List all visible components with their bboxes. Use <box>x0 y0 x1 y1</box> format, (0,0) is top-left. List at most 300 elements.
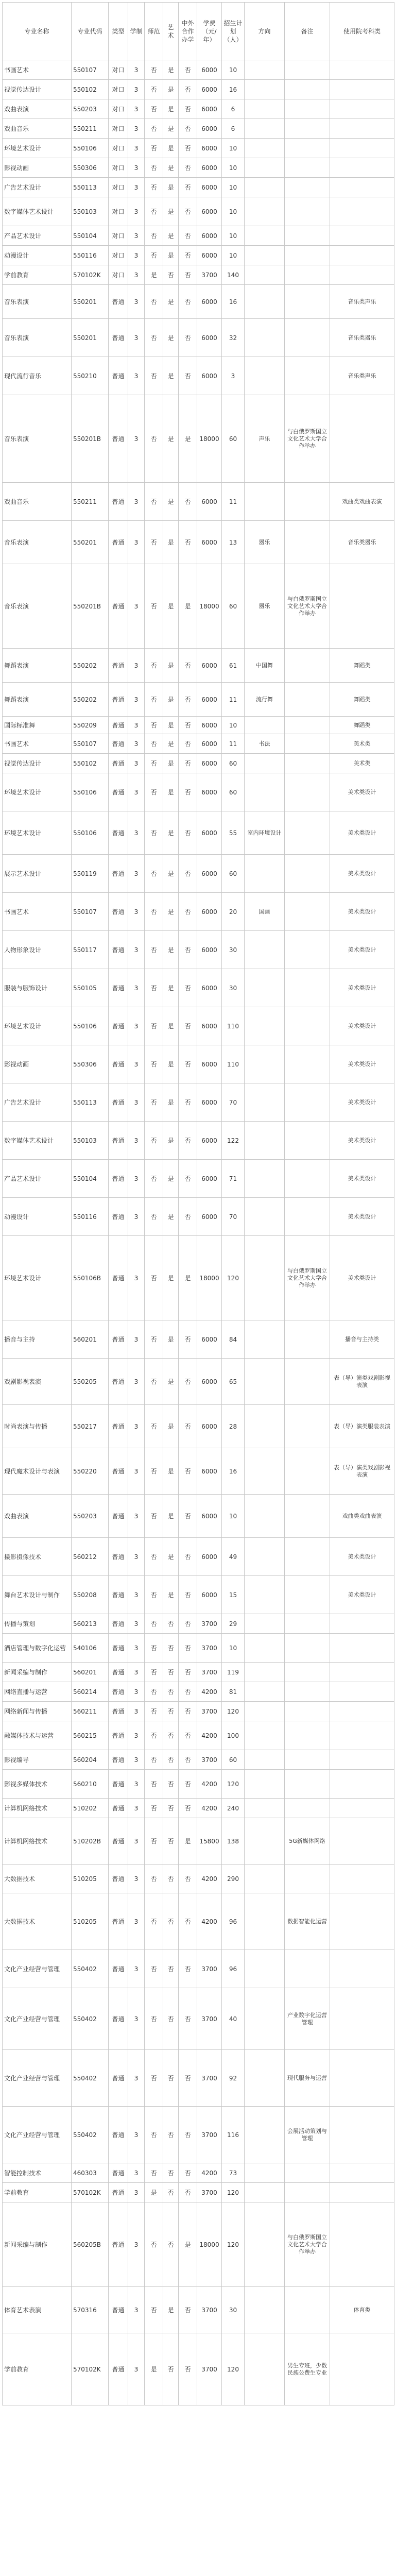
cell-years: 3 <box>128 931 145 969</box>
cell-years: 3 <box>128 2333 145 2405</box>
cell-normal: 否 <box>145 285 163 319</box>
cell-art: 是 <box>163 246 179 265</box>
cell-coop: 否 <box>179 60 197 80</box>
cell-book <box>330 139 394 158</box>
cell-coop: 否 <box>179 521 197 564</box>
cell-book <box>330 1818 394 1865</box>
cell-fee: 3700 <box>197 1988 222 2050</box>
cell-art: 否 <box>163 2333 179 2405</box>
cell-normal: 否 <box>145 1950 163 1988</box>
cell-years: 3 <box>128 1198 145 1236</box>
cell-normal: 否 <box>145 99 163 119</box>
cell-normal: 否 <box>145 226 163 246</box>
cell-remark <box>285 1045 330 1083</box>
cell-type: 普通 <box>109 1083 128 1122</box>
cell-fee: 3700 <box>197 2183 222 2202</box>
cell-fee: 6000 <box>197 1198 222 1236</box>
cell-art: 否 <box>163 2163 179 2183</box>
cell-code: 550201B <box>72 564 109 649</box>
cell-code: 550106 <box>72 811 109 855</box>
cell-code: 550102 <box>72 80 109 99</box>
cell-normal: 否 <box>145 1359 163 1405</box>
table-row <box>3 265 394 285</box>
cell-plan: 10 <box>222 178 245 197</box>
cell-code: 560201 <box>72 1663 109 1682</box>
cell-normal: 否 <box>145 1495 163 1538</box>
cell-type: 普通 <box>109 811 128 855</box>
cell-remark <box>285 1007 330 1045</box>
cell-normal: 否 <box>145 60 163 80</box>
cell-book: 表（导）演类戏剧影视表演 <box>330 1448 394 1495</box>
cell-normal: 否 <box>145 1198 163 1236</box>
cell-coop: 否 <box>179 754 197 773</box>
cell-normal: 否 <box>145 1634 163 1663</box>
cell-type: 普通 <box>109 357 128 395</box>
cell-normal: 否 <box>145 357 163 395</box>
cell-type: 普通 <box>109 1045 128 1083</box>
table-row <box>3 1614 394 1634</box>
cell-normal: 否 <box>145 1122 163 1160</box>
cell-fee: 6000 <box>197 1359 222 1405</box>
cell-fee: 6000 <box>197 285 222 319</box>
table-row <box>3 1988 394 2050</box>
cell-art: 是 <box>163 1359 179 1405</box>
header-row <box>3 3 394 60</box>
cell-type: 普通 <box>109 1198 128 1236</box>
table-row <box>3 1950 394 1988</box>
cell-plan: 11 <box>222 483 245 521</box>
cell-art: 是 <box>163 754 179 773</box>
cell-fee: 3700 <box>197 2107 222 2163</box>
cell-name: 学前教育 <box>3 2183 72 2202</box>
cell-name: 文化产业经营与管理 <box>3 1988 72 2050</box>
cell-direction <box>245 2050 285 2107</box>
cell-remark <box>285 1799 330 1818</box>
cell-coop: 否 <box>179 357 197 395</box>
cell-years: 3 <box>128 139 145 158</box>
cell-code: 550106 <box>72 139 109 158</box>
cell-fee: 3700 <box>197 1634 222 1663</box>
cell-book <box>330 1634 394 1663</box>
cell-direction <box>245 1160 285 1198</box>
cell-name: 舞蹈表演 <box>3 683 72 717</box>
cell-remark <box>285 855 330 893</box>
cell-normal: 否 <box>145 1405 163 1448</box>
cell-code: 510205 <box>72 1865 109 1893</box>
cell-normal: 否 <box>145 1538 163 1576</box>
cell-remark <box>285 811 330 855</box>
cell-coop: 否 <box>179 1007 197 1045</box>
header-name: 专业名称 <box>3 3 72 60</box>
cell-normal: 否 <box>145 1083 163 1122</box>
table-row <box>3 99 394 119</box>
cell-fee: 3700 <box>197 1702 222 1721</box>
cell-plan: 110 <box>222 1045 245 1083</box>
header-direction: 方向 <box>245 3 285 60</box>
cell-plan: 92 <box>222 2050 245 2107</box>
cell-coop: 否 <box>179 226 197 246</box>
cell-coop: 否 <box>179 2050 197 2107</box>
table-row <box>3 119 394 139</box>
cell-code: 550119 <box>72 855 109 893</box>
cell-direction <box>245 1893 285 1950</box>
cell-art: 否 <box>163 1634 179 1663</box>
table-row <box>3 1750 394 1770</box>
cell-fee: 6000 <box>197 246 222 265</box>
cell-type: 普通 <box>109 1893 128 1950</box>
cell-type: 普通 <box>109 1663 128 1682</box>
cell-book: 美术类设计 <box>330 773 394 811</box>
cell-plan: 49 <box>222 1538 245 1576</box>
cell-direction <box>245 226 285 246</box>
cell-fee: 6000 <box>197 1576 222 1614</box>
cell-coop: 否 <box>179 931 197 969</box>
cell-name: 现代魔术设计与表演 <box>3 1448 72 1495</box>
table-row <box>3 158 394 178</box>
cell-direction <box>245 1634 285 1663</box>
cell-book: 美术类设计 <box>330 811 394 855</box>
cell-code: 550402 <box>72 2107 109 2163</box>
table-row <box>3 564 394 649</box>
cell-name: 人物形象设计 <box>3 931 72 969</box>
cell-plan: 10 <box>222 197 245 226</box>
cell-type: 普通 <box>109 1405 128 1448</box>
cell-remark <box>285 60 330 80</box>
table-row <box>3 60 394 80</box>
cell-fee: 6000 <box>197 931 222 969</box>
cell-fee: 18000 <box>197 1236 222 1320</box>
cell-direction: 中国舞 <box>245 649 285 683</box>
cell-coop: 否 <box>179 2163 197 2183</box>
cell-fee: 15800 <box>197 1818 222 1865</box>
cell-coop: 否 <box>179 119 197 139</box>
cell-direction <box>245 717 285 734</box>
cell-book <box>330 158 394 178</box>
cell-type: 普通 <box>109 2183 128 2202</box>
cell-fee: 3700 <box>197 2050 222 2107</box>
cell-direction: 室内环境设计 <box>245 811 285 855</box>
cell-name: 音乐表演 <box>3 521 72 564</box>
cell-years: 3 <box>128 319 145 357</box>
cell-plan: 138 <box>222 1818 245 1865</box>
cell-code: 550201B <box>72 395 109 483</box>
cell-normal: 否 <box>145 893 163 931</box>
cell-remark <box>285 1495 330 1538</box>
cell-plan: 55 <box>222 811 245 855</box>
cell-normal: 否 <box>145 119 163 139</box>
cell-coop: 否 <box>179 99 197 119</box>
cell-normal: 否 <box>145 178 163 197</box>
cell-code: 550306 <box>72 1045 109 1083</box>
cell-type: 对口 <box>109 80 128 99</box>
cell-book <box>330 1770 394 1799</box>
cell-remark: 与白俄罗斯国立文化艺术大学合作举办 <box>285 2202 330 2287</box>
cell-book <box>330 2202 394 2287</box>
cell-years: 3 <box>128 178 145 197</box>
header-remark: 备注 <box>285 3 330 60</box>
cell-coop: 否 <box>179 1663 197 1682</box>
cell-name: 计算机网络技术 <box>3 1799 72 1818</box>
cell-code: 460303 <box>72 2163 109 2183</box>
cell-fee: 6000 <box>197 357 222 395</box>
cell-plan: 3 <box>222 357 245 395</box>
cell-remark <box>285 2183 330 2202</box>
cell-direction <box>245 119 285 139</box>
table-row <box>3 2107 394 2163</box>
cell-years: 3 <box>128 649 145 683</box>
cell-type: 普通 <box>109 564 128 649</box>
cell-plan: 70 <box>222 1198 245 1236</box>
cell-name: 酒店管理与数字化运营 <box>3 1634 72 1663</box>
cell-normal: 否 <box>145 1160 163 1198</box>
cell-art: 是 <box>163 1122 179 1160</box>
cell-type: 对口 <box>109 60 128 80</box>
cell-type: 普通 <box>109 1320 128 1359</box>
cell-coop: 否 <box>179 1160 197 1198</box>
cell-years: 3 <box>128 285 145 319</box>
table-row <box>3 649 394 683</box>
cell-art: 是 <box>163 1198 179 1236</box>
cell-years: 3 <box>128 1359 145 1405</box>
cell-name: 学前教育 <box>3 2333 72 2405</box>
cell-fee: 6000 <box>197 226 222 246</box>
table-row <box>3 683 394 717</box>
cell-plan: 16 <box>222 80 245 99</box>
cell-years: 3 <box>128 893 145 931</box>
cell-remark <box>285 1122 330 1160</box>
cell-direction <box>245 246 285 265</box>
cell-type: 对口 <box>109 226 128 246</box>
cell-years: 3 <box>128 683 145 717</box>
cell-fee: 4200 <box>197 1770 222 1799</box>
cell-name: 视觉传达设计 <box>3 754 72 773</box>
cell-type: 对口 <box>109 139 128 158</box>
cell-remark <box>285 1576 330 1614</box>
table-row <box>3 773 394 811</box>
cell-coop: 否 <box>179 1750 197 1770</box>
cell-years: 3 <box>128 1045 145 1083</box>
cell-name: 环境艺术设计 <box>3 1236 72 1320</box>
cell-fee: 6000 <box>197 969 222 1007</box>
cell-code: 550220 <box>72 1448 109 1495</box>
cell-art: 是 <box>163 60 179 80</box>
cell-art: 否 <box>163 1682 179 1702</box>
cell-normal: 否 <box>145 1770 163 1799</box>
cell-type: 普通 <box>109 893 128 931</box>
cell-normal: 否 <box>145 649 163 683</box>
cell-normal: 否 <box>145 855 163 893</box>
cell-fee: 6000 <box>197 1405 222 1448</box>
cell-code: 550210 <box>72 357 109 395</box>
cell-art: 是 <box>163 893 179 931</box>
header-normal: 师范 <box>145 3 163 60</box>
cell-remark <box>285 1750 330 1770</box>
table-row <box>3 2050 394 2107</box>
cell-years: 3 <box>128 1770 145 1799</box>
header-fee: 学费（元/年） <box>197 3 222 60</box>
cell-normal: 否 <box>145 773 163 811</box>
cell-code: 550107 <box>72 893 109 931</box>
cell-direction <box>245 2333 285 2405</box>
cell-fee: 4200 <box>197 1682 222 1702</box>
cell-book: 美术类 <box>330 754 394 773</box>
cell-plan: 119 <box>222 1663 245 1682</box>
cell-name: 环境艺术设计 <box>3 139 72 158</box>
cell-fee: 3700 <box>197 2287 222 2333</box>
cell-coop: 否 <box>179 1950 197 1988</box>
cell-name: 展示艺术设计 <box>3 855 72 893</box>
cell-type: 普通 <box>109 2333 128 2405</box>
cell-direction: 国画 <box>245 893 285 931</box>
cell-type: 普通 <box>109 1236 128 1320</box>
cell-name: 传播与策划 <box>3 1614 72 1634</box>
cell-normal: 否 <box>145 80 163 99</box>
cell-fee: 18000 <box>197 395 222 483</box>
cell-art: 是 <box>163 226 179 246</box>
cell-type: 普通 <box>109 1818 128 1865</box>
cell-art: 是 <box>163 1448 179 1495</box>
cell-years: 3 <box>128 1538 145 1576</box>
cell-art: 否 <box>163 2107 179 2163</box>
cell-coop: 否 <box>179 2333 197 2405</box>
cell-normal: 否 <box>145 139 163 158</box>
table-row <box>3 2287 394 2333</box>
table-body <box>3 60 394 2405</box>
cell-plan: 60 <box>222 855 245 893</box>
table-row <box>3 1702 394 1721</box>
cell-code: 510202B <box>72 1818 109 1865</box>
cell-normal: 否 <box>145 1818 163 1865</box>
cell-coop: 否 <box>179 285 197 319</box>
cell-coop: 否 <box>179 80 197 99</box>
cell-plan: 10 <box>222 1634 245 1663</box>
cell-name: 动漫设计 <box>3 1198 72 1236</box>
cell-plan: 16 <box>222 1448 245 1495</box>
cell-book: 美术类设计 <box>330 855 394 893</box>
cell-code: 550203 <box>72 99 109 119</box>
cell-type: 普通 <box>109 855 128 893</box>
cell-years: 3 <box>128 2107 145 2163</box>
cell-direction <box>245 1122 285 1160</box>
cell-fee: 3700 <box>197 265 222 285</box>
cell-book: 美术类设计 <box>330 1122 394 1160</box>
cell-remark <box>285 1160 330 1198</box>
cell-type: 普通 <box>109 521 128 564</box>
cell-years: 3 <box>128 1495 145 1538</box>
cell-coop: 否 <box>179 2183 197 2202</box>
cell-name: 文化产业经营与管理 <box>3 1950 72 1988</box>
cell-plan: 70 <box>222 1083 245 1122</box>
cell-years: 3 <box>128 2287 145 2333</box>
cell-years: 3 <box>128 811 145 855</box>
cell-art: 是 <box>163 855 179 893</box>
cell-years: 3 <box>128 1950 145 1988</box>
cell-remark <box>285 2163 330 2183</box>
cell-fee: 6000 <box>197 1007 222 1045</box>
table-row <box>3 931 394 969</box>
cell-art: 是 <box>163 773 179 811</box>
cell-normal: 否 <box>145 1721 163 1750</box>
cell-remark <box>285 1405 330 1448</box>
table-row <box>3 1663 394 1682</box>
cell-code: 550306 <box>72 158 109 178</box>
cell-book <box>330 2333 394 2405</box>
cell-type: 普通 <box>109 1359 128 1405</box>
cell-code: 560212 <box>72 1538 109 1576</box>
cell-art: 否 <box>163 2202 179 2287</box>
cell-years: 3 <box>128 1750 145 1770</box>
cell-direction <box>245 139 285 158</box>
cell-plan: 10 <box>222 717 245 734</box>
cell-book <box>330 119 394 139</box>
cell-art: 否 <box>163 1663 179 1682</box>
cell-type: 普通 <box>109 1538 128 1576</box>
cell-type: 普通 <box>109 319 128 357</box>
cell-fee: 4200 <box>197 2163 222 2183</box>
cell-remark <box>285 1198 330 1236</box>
cell-remark <box>285 893 330 931</box>
cell-coop: 否 <box>179 265 197 285</box>
cell-book: 体育类 <box>330 2287 394 2333</box>
cell-code: 540106 <box>72 1634 109 1663</box>
cell-code: 550113 <box>72 1083 109 1122</box>
cell-code: 570316 <box>72 2287 109 2333</box>
cell-coop: 否 <box>179 893 197 931</box>
cell-art: 否 <box>163 1614 179 1634</box>
cell-art: 是 <box>163 1160 179 1198</box>
cell-direction <box>245 1750 285 1770</box>
table-row <box>3 1865 394 1893</box>
cell-art: 是 <box>163 1045 179 1083</box>
cell-coop: 否 <box>179 1083 197 1122</box>
cell-remark <box>285 1538 330 1576</box>
cell-normal: 是 <box>145 265 163 285</box>
cell-normal: 否 <box>145 1663 163 1682</box>
cell-art: 是 <box>163 1576 179 1614</box>
cell-art: 否 <box>163 1818 179 1865</box>
table-row <box>3 2333 394 2405</box>
cell-type: 普通 <box>109 1495 128 1538</box>
cell-type: 普通 <box>109 2107 128 2163</box>
cell-remark <box>285 931 330 969</box>
cell-book <box>330 60 394 80</box>
cell-fee: 4200 <box>197 1893 222 1950</box>
table-row <box>3 178 394 197</box>
cell-book: 舞蹈类 <box>330 683 394 717</box>
cell-plan: 65 <box>222 1359 245 1405</box>
cell-code: 550107 <box>72 60 109 80</box>
cell-direction: 器乐 <box>245 521 285 564</box>
cell-remark <box>285 1721 330 1750</box>
cell-normal: 是 <box>145 2183 163 2202</box>
table-row <box>3 80 394 99</box>
cell-art: 是 <box>163 357 179 395</box>
cell-plan: 61 <box>222 649 245 683</box>
cell-remark <box>285 683 330 717</box>
cell-normal: 否 <box>145 2287 163 2333</box>
cell-plan: 30 <box>222 969 245 1007</box>
cell-direction: 流行舞 <box>245 683 285 717</box>
cell-fee: 3700 <box>197 2333 222 2405</box>
cell-name: 产品艺术设计 <box>3 1160 72 1198</box>
cell-coop: 否 <box>179 1538 197 1576</box>
cell-art: 是 <box>163 119 179 139</box>
cell-coop: 否 <box>179 1893 197 1950</box>
cell-book: 美术类设计 <box>330 931 394 969</box>
cell-code: 560210 <box>72 1770 109 1799</box>
cell-years: 3 <box>128 197 145 226</box>
cell-code: 560204 <box>72 1750 109 1770</box>
